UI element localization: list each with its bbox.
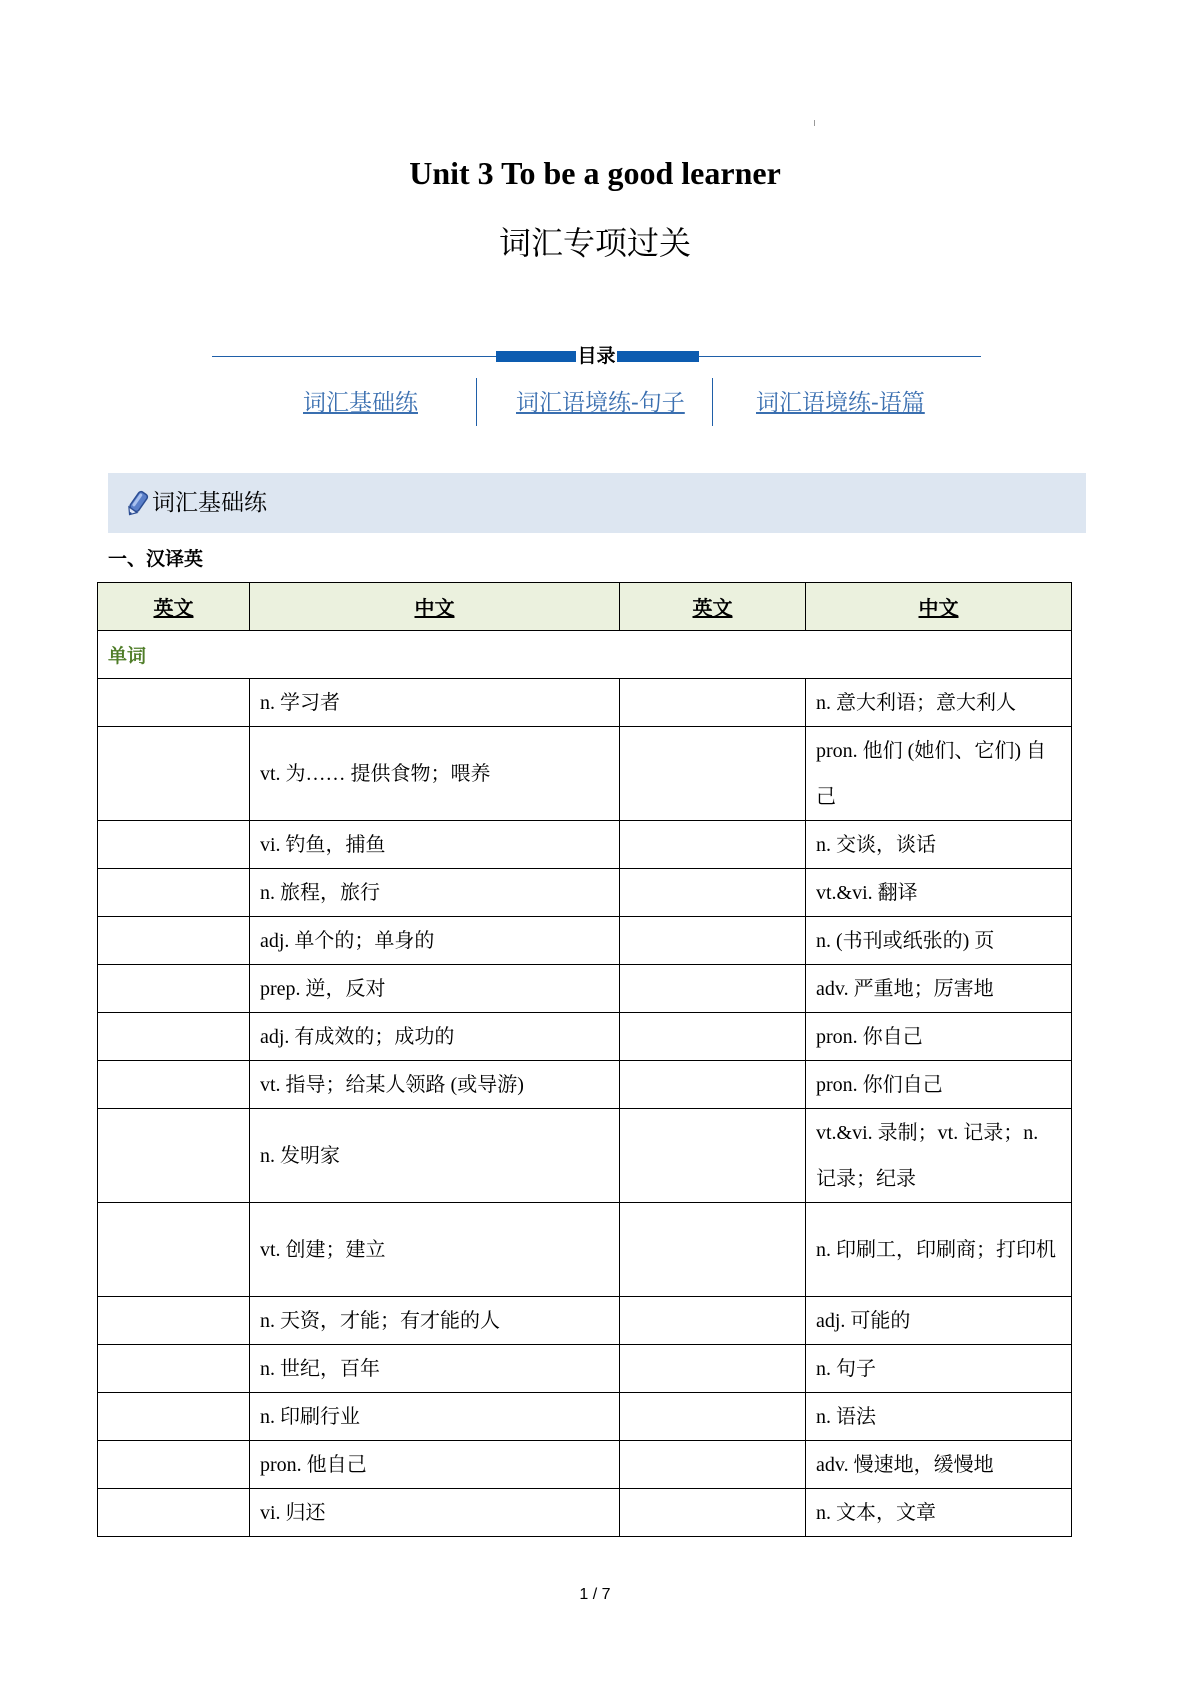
toc-separator [476,378,477,426]
header-chinese: 中文 [806,583,1072,631]
toc-link-basic[interactable]: 词汇基础练 [303,390,418,416]
header-chinese: 中文 [250,583,620,631]
document-title: Unit 3 To be a good learner [409,155,781,191]
chinese-cell: n. 句子 [806,1345,1072,1393]
answer-cell[interactable] [98,1441,250,1489]
answer-cell[interactable] [620,1393,806,1441]
answer-cell[interactable] [98,679,250,727]
answer-cell[interactable] [620,1297,806,1345]
section-title: 词汇基础练 [152,490,267,516]
answer-cell[interactable] [620,1489,806,1537]
toc-separator [712,378,713,426]
category-row [98,631,1072,679]
answer-cell[interactable] [620,1061,806,1109]
chinese-cell: n. 世纪，百年 [250,1345,620,1393]
chinese-cell: pron. 他们 (她们、它们) 自己 [806,727,1072,821]
chinese-cell: adj. 可能的 [806,1297,1072,1345]
table-header-row [98,583,1072,631]
chinese-cell: n. (书刊或纸张的) 页 [806,917,1072,965]
chinese-cell: n. 语法 [806,1393,1072,1441]
answer-cell[interactable] [98,1393,250,1441]
header-english: 英文 [98,583,250,631]
table-row [98,1345,1072,1393]
chinese-cell: pron. 他自己 [250,1441,620,1489]
table-row [98,1297,1072,1345]
answer-cell[interactable] [620,727,806,821]
chinese-cell: vt.&vi. 录制；vt. 记录；n. 记录；纪录 [806,1109,1072,1203]
chinese-cell: n. 旅程，旅行 [250,869,620,917]
vocabulary-table [97,582,1072,1537]
toc-bar-left [496,351,576,362]
toc-rule-right [698,356,981,357]
toc-label: 目录 [577,345,616,367]
chinese-cell: n. 交谈，谈话 [806,821,1072,869]
table-row [98,1393,1072,1441]
chinese-cell: vt.&vi. 翻译 [806,869,1072,917]
subsection-heading: 一、汉译英 [108,548,204,570]
table-row [98,1203,1072,1297]
table-row [98,821,1072,869]
chinese-cell: adj. 有成效的；成功的 [250,1013,620,1061]
pen-icon [124,490,150,523]
table-row [98,1489,1072,1537]
answer-cell[interactable] [98,821,250,869]
chinese-cell: vi. 钓鱼，捕鱼 [250,821,620,869]
chinese-cell: vt. 创建；建立 [250,1203,620,1297]
table-row [98,869,1072,917]
answer-cell[interactable] [98,917,250,965]
answer-cell[interactable] [98,1489,250,1537]
answer-cell[interactable] [620,917,806,965]
answer-cell[interactable] [620,1109,806,1203]
chinese-cell: pron. 你自己 [806,1013,1072,1061]
table-row [98,727,1072,821]
chinese-cell: adj. 单个的；单身的 [250,917,620,965]
answer-cell[interactable] [620,679,806,727]
toc-link-passages[interactable]: 词汇语境练-语篇 [756,390,925,416]
answer-cell[interactable] [620,869,806,917]
chinese-cell: n. 学习者 [250,679,620,727]
table-row [98,679,1072,727]
category-label: 单词 [98,631,1072,679]
answer-cell[interactable] [98,1109,250,1203]
chinese-cell: n. 发明家 [250,1109,620,1203]
answer-cell[interactable] [98,1061,250,1109]
answer-cell[interactable] [620,821,806,869]
chinese-cell: adv. 严重地；厉害地 [806,965,1072,1013]
table-row [98,1061,1072,1109]
chinese-cell: vt. 为…… 提供食物；喂养 [250,727,620,821]
header-english: 英文 [620,583,806,631]
chinese-cell: adv. 慢速地，缓慢地 [806,1441,1072,1489]
chinese-cell: n. 印刷工，印刷商；打印机 [806,1203,1072,1297]
page-mark [814,120,815,126]
chinese-cell: vt. 指导；给某人领路 (或导游) [250,1061,620,1109]
toc-bar-right [617,351,699,362]
answer-cell[interactable] [620,1013,806,1061]
answer-cell[interactable] [98,1297,250,1345]
chinese-cell: n. 印刷行业 [250,1393,620,1441]
toc-rule-left [212,356,497,357]
answer-cell[interactable] [98,965,250,1013]
answer-cell[interactable] [98,869,250,917]
table-row [98,1109,1072,1203]
answer-cell[interactable] [98,727,250,821]
answer-cell[interactable] [98,1203,250,1297]
answer-cell[interactable] [98,1013,250,1061]
chinese-cell: n. 文本，文章 [806,1489,1072,1537]
table-row [98,965,1072,1013]
answer-cell[interactable] [620,1345,806,1393]
chinese-cell: n. 意大利语；意大利人 [806,679,1072,727]
toc-link-sentences[interactable]: 词汇语境练-句子 [516,390,685,416]
answer-cell[interactable] [620,1203,806,1297]
table-row [98,1013,1072,1061]
chinese-cell: pron. 你们自己 [806,1061,1072,1109]
table-row [98,917,1072,965]
page-number: 1 / 7 [579,1586,611,1603]
chinese-cell: vi. 归还 [250,1489,620,1537]
answer-cell[interactable] [620,965,806,1013]
document-subtitle: 词汇专项过关 [498,224,691,262]
answer-cell[interactable] [98,1345,250,1393]
chinese-cell: n. 天资，才能；有才能的人 [250,1297,620,1345]
section-header [108,473,1086,533]
answer-cell[interactable] [620,1441,806,1489]
table-row [98,1441,1072,1489]
chinese-cell: prep. 逆，反对 [250,965,620,1013]
